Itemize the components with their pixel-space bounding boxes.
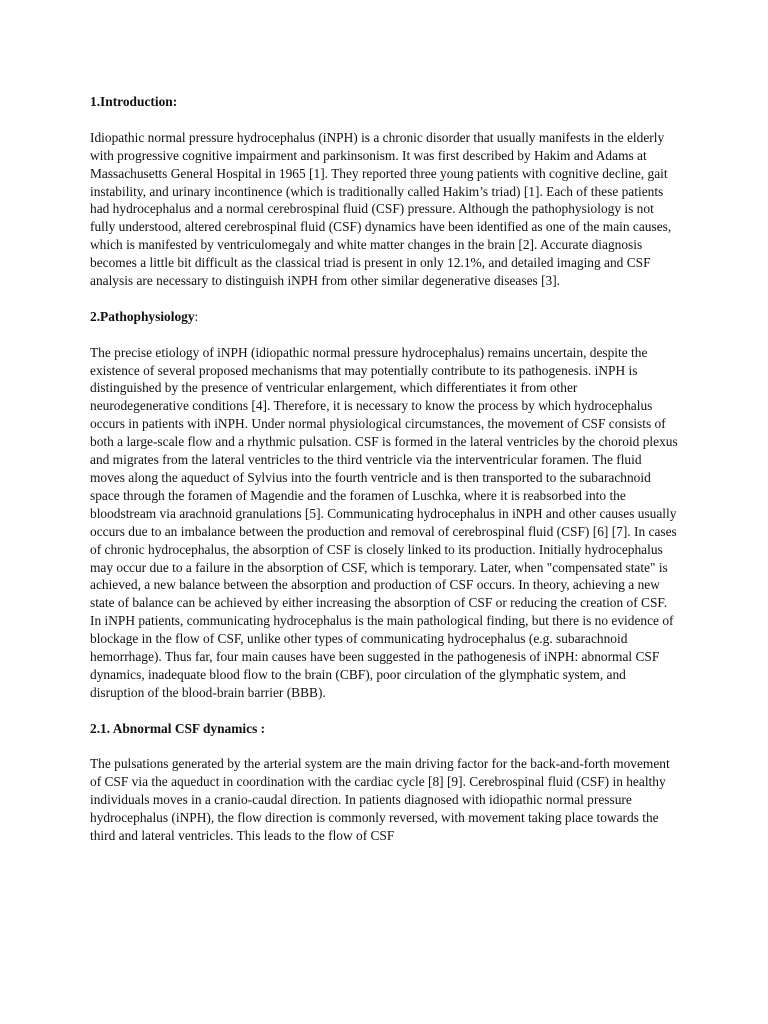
paragraph-pathophysiology: The precise etiology of iNPH (idiopathic normal pressure hydrocephalus) remains uncertain, despite the existence of several proposed mechanisms that may potentially contribute to its pathogenesis. iNPH is distinguished by the presence of ventricular enlargement, which differentiates it from other neurodegenerative conditions [4]. Therefore, it is necessary to know the process by which hydrocephalus occurs in patients with iNPH. Under normal physiological circumstances, the movement of CSF consists of both a large-scale flow and a rhythmic pulsation. CSF is formed in the lateral ventricles by the choroid plexus and migrates from the lateral ventricles to the third ventricle via the interventricular foramen. The fluid moves along the aqueduct of Sylvius into the fourth ventricle and is then transported to the subarachnoid space through the foramen of Magendie and the foramen of Luschka, where it is reabsorbed into the bloodstream via arachnoid granulations [5]. Communicating hydrocephalus in iNPH and other causes usually occurs due to an imbalance between the production and removal of cerebrospinal fluid (CSF) [6] [7]. In cases of chronic hydrocephalus, the absorption of CSF is closely linked to its production. Initially hydrocephalus may occur due to a failure in the absorption of CSF, which is temporary. Later, when "compensated state" is achieved, a new balance between the absorption and production of CSF occurs. In theory, achieving a new state of balance can be achieved by either increasing the absorption of CSF or reducing the creation of CSF. In iNPH patients, communicating hydrocephalus is the main pathological finding, but there is no evidence of blockage in the flow of CSF, unlike other types of communicating hydrocephalus (e.g. subarachnoid hemorrhage). Thus far, four main causes have been suggested in the pathogenesis of iNPH: abnormal CSF dynamics, inadequate blood flow to the brain (CBF), poor circulation of the glymphatic system, and disruption of the blood-brain barrier (BBB). [90,344,678,700]
section-heading-pathophysiology [90,308,678,326]
spacer [90,290,678,308]
heading-colon: : [194,308,199,324]
spacer [90,326,678,344]
section-heading-introduction: 1.Introduction: [90,94,178,109]
section-heading-abnormal-csf-dynamics: 2.1. Abnormal CSF dynamics : [90,720,266,736]
heading-text: 2.Pathophysiology [90,308,195,324]
paragraph-introduction: Idiopathic normal pressure hydrocephalus (iNPH) is a chronic disorder that usually manifests in the elderly with progressive cognitive impairment and parkinsonism. It was first described by Hakim and Adams at Massachusetts General Hospital in 1965 [1]. They reported three young patients with cognitive decline, gait instability, and urinary incontinence (which is traditionally called Hakim’s triad) [1]. Each of these patients had hydrocephalus and a normal cerebrospinal fluid (CSF) pressure. Although the pathophysiology is not fully understood, altered cerebrospinal fluid (CSF) dynamics have been identified as one of the main causes, which is manifested by ventriculomegaly and white matter changes in the brain [2]. Accurate diagnosis becomes a little bit difficult as the classical triad is present in only 12.1%, and detailed imaging and CSF analysis are necessary to distinguish iNPH from other similar degenerative diseases [3]. [90,129,672,289]
spacer [90,702,678,720]
spacer [90,738,678,756]
paragraph-abnormal-csf-dynamics: The pulsations generated by the arterial system are the main driving factor for the back-and-forth movement of CSF via the aqueduct in coordination with the cardiac cycle [8] [9]. Cerebrospinal fluid (CSF) in healthy individuals moves in a cranio-caudal direction. In patients diagnosed with idiopathic normal pressure hydrocephalus (iNPH), the flow direction is commonly reversed, with movement taking place towards the third and lateral ventricles. This leads to the flow of CSF [90,756,670,844]
document-page [90,93,678,845]
spacer [90,111,678,129]
